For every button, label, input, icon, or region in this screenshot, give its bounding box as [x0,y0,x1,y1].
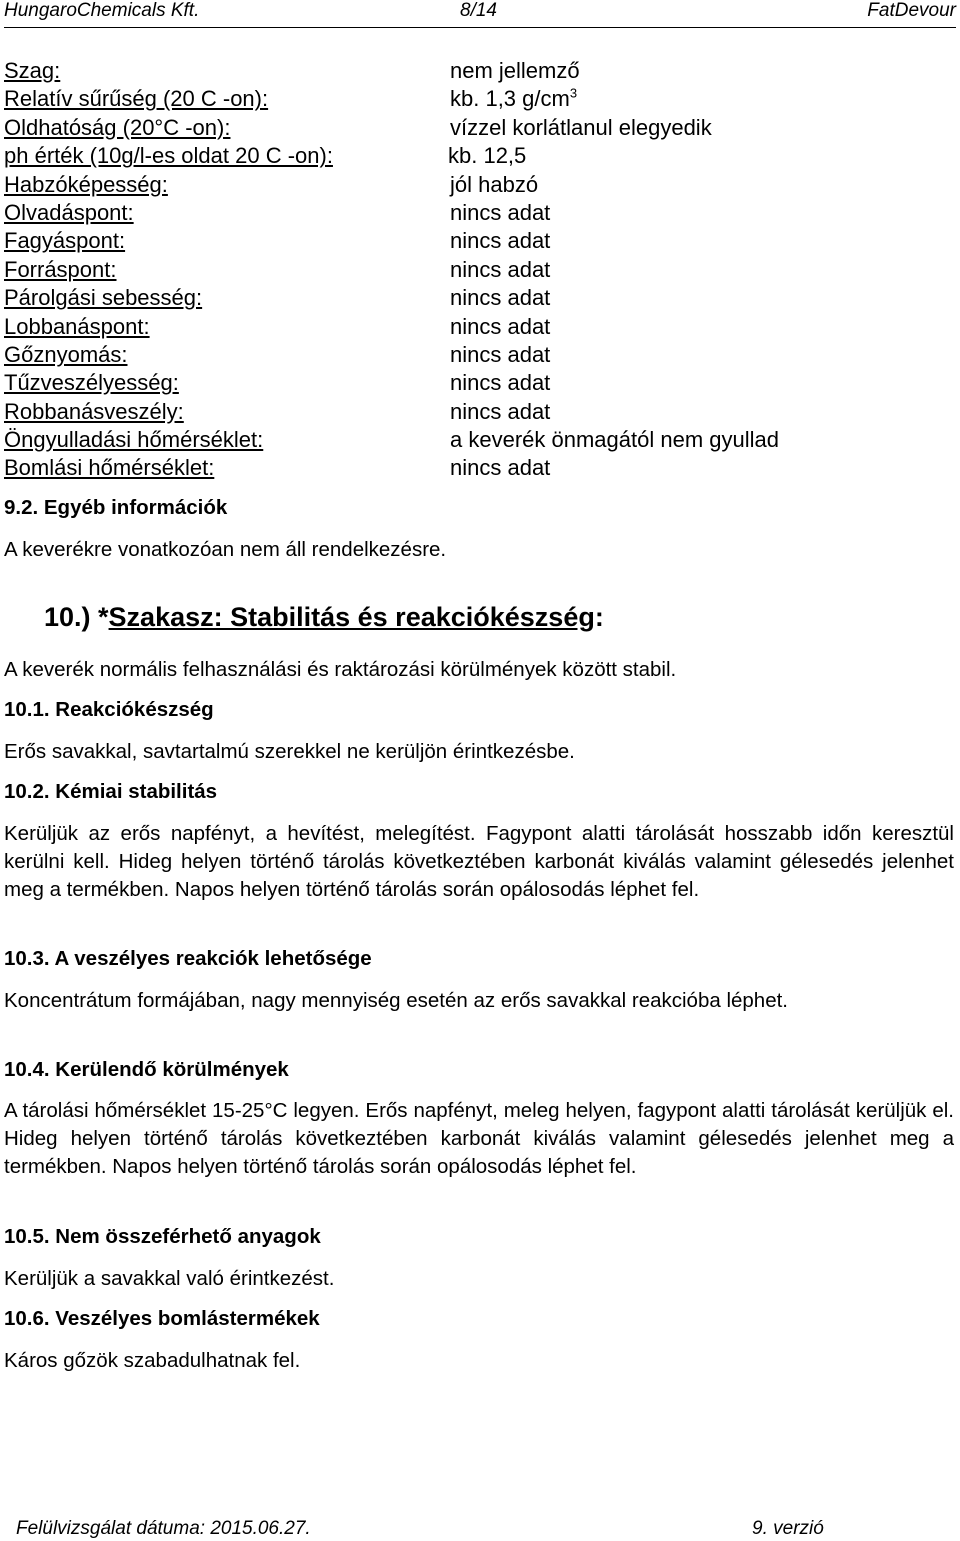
property-row [4,228,954,256]
section-10-3-text: Koncentrátum formájában, nagy mennyiség esetén az erős savakkal reakcióba léphet. [4,989,789,1012]
property-row [4,143,954,171]
section-10-title: Szakasz: Stabilitás és reakciókészség [108,602,595,632]
footer-revision-date: Felülvizsgálat dátuma: 2015.06.27. [16,1518,311,1539]
property-row [4,58,954,86]
section-10-1-text: Erős savakkal, savtartalmú szerekkel ne kerüljön érintkezésbe. [4,740,575,763]
section-10-1-heading: 10.1. Reakciókészség [4,698,214,721]
property-row [4,172,954,200]
property-label: Habzóképesség: [4,171,168,197]
footer-version: 9. verzió [752,1518,824,1539]
property-label: Robbanásveszély: [4,398,184,424]
property-value: nincs adat [450,370,551,396]
header-divider [4,27,956,28]
section-10-4-text: A tárolási hőmérséklet 15-25°C legyen. Erős napfényt, meleg helyen, fagypont alatti tárolását kerüljük el. Hideg helyen történő tárolás következtében karbonát kiválás valamint gélesedés jelenhet meg a termékben. Napos helyen történő tárolás során opálosodás léphet fel. [4,1099,954,1178]
property-label: Tűzveszélyesség: [4,370,179,396]
property-value: nincs adat [450,228,551,254]
property-value: nincs adat [450,256,551,282]
property-label: Szag: [4,58,61,83]
section-10-number: 10.) [44,602,91,632]
property-label: Relatív sűrűség (20 C -on): [4,86,269,112]
property-value: kb. 12,5 [448,143,527,169]
property-label: Oldhatóság (20°C -on): [4,114,231,140]
density-unit-exponent: 3 [569,86,578,102]
section-10-5-heading: 10.5. Nem összeférhető anyagok [4,1225,321,1248]
property-value: nem jellemző [450,58,580,83]
property-row [4,399,954,427]
property-row [4,314,954,342]
section-10-2-heading: 10.2. Kémiai stabilitás [4,780,218,803]
page-header [4,0,956,26]
property-value [450,86,577,112]
property-label: Öngyulladási hőmérséklet: [4,427,264,453]
property-row [4,285,954,313]
property-label: Lobbanáspont: [4,313,150,339]
section-10-6-text: Káros gőzök szabadulhatnak fel. [4,1349,301,1372]
property-value: jól habzó [450,171,539,197]
section-10-prefix: * [90,602,109,632]
property-value: vízzel korlátlanul elegyedik [450,114,712,140]
property-row [4,200,954,228]
property-label: Fagyáspont: [4,228,126,254]
properties-table [4,58,954,484]
property-row [4,115,954,143]
density-value: kb. 1,3 g/cm [450,86,570,112]
property-value: nincs adat [450,285,551,311]
property-label: Forráspont: [4,256,117,282]
property-label: Gőznyomás: [4,341,128,367]
property-value: nincs adat [450,313,551,339]
property-value: nincs adat [450,455,551,481]
property-label: Párolgási sebesség: [4,285,203,311]
property-row [4,370,954,398]
section-10-colon: : [594,602,604,632]
property-row [4,427,954,455]
section-10-5-text: Kerüljük a savakkal való érintkezést. [4,1267,335,1290]
section-9-2-text: A keverékre vonatkozóan nem áll rendelkezésre. [4,538,447,561]
section-10-6-heading: 10.6. Veszélyes bomlástermékek [4,1307,320,1330]
property-row [4,342,954,370]
product-name: FatDevour [867,0,956,21]
section-10-4-heading: 10.4. Kerülendő körülmények [4,1058,289,1081]
property-row [4,455,954,483]
section-10-3-heading: 10.3. A veszélyes reakciók lehetősége [4,947,372,970]
section-10-intro: A keverék normális felhasználási és raktározási körülmények között stabil. [4,658,677,681]
company-name: HungaroChemicals Kft. [4,0,200,21]
property-row [4,86,954,114]
page-number: 8/14 [460,0,497,21]
section-10-2-text: Kerüljük az erős napfényt, a hevítést, melegítést. Fagypont alatti tárolását hosszabb időn keresztül kerülni kell. Hideg helyen történő tárolás következtében karbonát kiválás valamint gélesedés jelenhet meg a termékben. Napos helyen történő tárolás során opálosodás léphet fel. [4,822,954,901]
property-row [4,257,954,285]
property-value: a keverék önmagától nem gyullad [450,427,779,453]
property-label: Olvadáspont: [4,199,134,225]
property-label: ph érték (10g/l-es oldat 20 C -on): [4,143,333,169]
property-value: nincs adat [450,199,551,225]
property-value: nincs adat [450,398,551,424]
section-9-2-heading: 9.2. Egyéb információk [4,496,228,519]
property-label: Bomlási hőmérséklet: [4,455,215,481]
section-10-heading [44,602,604,633]
property-value: nincs adat [450,341,551,367]
